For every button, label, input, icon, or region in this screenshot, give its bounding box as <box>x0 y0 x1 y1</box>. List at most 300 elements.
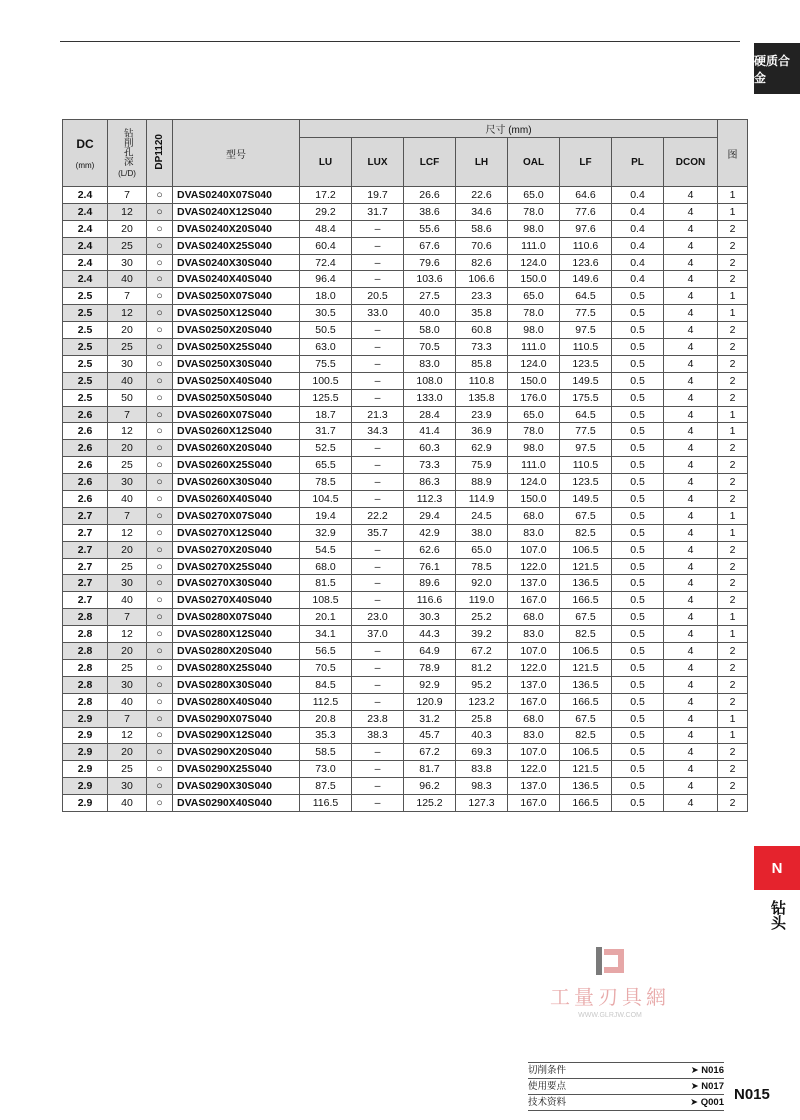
spec-table <box>62 119 748 812</box>
cell-figure: 2 <box>718 457 748 474</box>
table-row <box>63 187 748 204</box>
cell-lux: – <box>352 254 404 271</box>
reference-box <box>528 1062 724 1111</box>
cell-model: DVAS0280X20S040 <box>173 643 300 660</box>
category-tab[interactable]: 硬质合金 <box>754 43 800 94</box>
cell-lf: 77.5 <box>560 305 612 322</box>
cell-dc: 2.4 <box>63 187 108 204</box>
cell-lux: – <box>352 541 404 558</box>
cell-lf: 106.5 <box>560 541 612 558</box>
cell-dc: 2.8 <box>63 659 108 676</box>
cell-dcon: 4 <box>664 710 718 727</box>
table-row <box>63 558 748 575</box>
cell-lh: 35.8 <box>456 305 508 322</box>
cell-lcf: 78.9 <box>404 659 456 676</box>
cell-depth: 25 <box>108 659 147 676</box>
cell-lh: 67.2 <box>456 643 508 660</box>
cell-lf: 64.5 <box>560 288 612 305</box>
reference-row[interactable]: 使用要点 ➤ N017 <box>528 1079 724 1095</box>
cell-lcf: 40.0 <box>404 305 456 322</box>
cell-lux: – <box>352 389 404 406</box>
cell-dc: 2.6 <box>63 491 108 508</box>
cell-figure: 2 <box>718 474 748 491</box>
cell-dcon: 4 <box>664 659 718 676</box>
table-row <box>63 305 748 322</box>
cell-model: DVAS0280X25S040 <box>173 659 300 676</box>
cell-lf: 136.5 <box>560 778 612 795</box>
cell-figure: 2 <box>718 322 748 339</box>
cell-depth: 30 <box>108 254 147 271</box>
cell-dc: 2.8 <box>63 626 108 643</box>
cell-lh: 25.2 <box>456 609 508 626</box>
cell-model: DVAS0260X12S040 <box>173 423 300 440</box>
cell-pl: 0.5 <box>612 372 664 389</box>
table-row <box>63 693 748 710</box>
cell-dc: 2.5 <box>63 288 108 305</box>
cell-pl: 0.5 <box>612 778 664 795</box>
cell-dcon: 4 <box>664 457 718 474</box>
cell-lf: 106.5 <box>560 744 612 761</box>
cell-figure: 2 <box>718 795 748 812</box>
header-grade: DP1120 <box>147 120 173 187</box>
cell-lf: 97.6 <box>560 220 612 237</box>
cell-figure: 2 <box>718 659 748 676</box>
cell-figure: 2 <box>718 575 748 592</box>
cell-lu: 29.2 <box>300 203 352 220</box>
cell-lh: 135.8 <box>456 389 508 406</box>
cell-lu: 72.4 <box>300 254 352 271</box>
cell-figure: 2 <box>718 592 748 609</box>
cell-model: DVAS0240X20S040 <box>173 220 300 237</box>
cell-pl: 0.5 <box>612 389 664 406</box>
cell-dcon: 4 <box>664 339 718 356</box>
cell-dc: 2.9 <box>63 710 108 727</box>
cell-lcf: 96.2 <box>404 778 456 795</box>
cell-dc: 2.8 <box>63 609 108 626</box>
cell-pl: 0.5 <box>612 643 664 660</box>
table-row <box>63 237 748 254</box>
cell-lux: 23.0 <box>352 609 404 626</box>
cell-oal: 111.0 <box>508 457 560 474</box>
cell-dc: 2.9 <box>63 744 108 761</box>
cell-lux: 33.0 <box>352 305 404 322</box>
cell-figure: 1 <box>718 626 748 643</box>
cell-model: DVAS0260X40S040 <box>173 491 300 508</box>
cell-stock-mark: ○ <box>147 491 173 508</box>
cell-model: DVAS0250X12S040 <box>173 305 300 322</box>
cell-model: DVAS0290X12S040 <box>173 727 300 744</box>
cell-lf: 67.5 <box>560 609 612 626</box>
cell-depth: 40 <box>108 372 147 389</box>
cell-lcf: 108.0 <box>404 372 456 389</box>
cell-dcon: 4 <box>664 355 718 372</box>
cell-lux: 37.0 <box>352 626 404 643</box>
cell-model: DVAS0240X30S040 <box>173 254 300 271</box>
cell-lu: 96.4 <box>300 271 352 288</box>
cell-model: DVAS0280X30S040 <box>173 676 300 693</box>
cell-figure: 1 <box>718 187 748 204</box>
header-dimensions: 尺寸 (mm) <box>300 120 718 138</box>
cell-stock-mark: ○ <box>147 372 173 389</box>
header-dcon: DCON <box>664 138 718 187</box>
cell-lf: 77.5 <box>560 423 612 440</box>
cell-model: DVAS0250X30S040 <box>173 355 300 372</box>
cell-lu: 68.0 <box>300 558 352 575</box>
cell-stock-mark: ○ <box>147 744 173 761</box>
cell-lh: 92.0 <box>456 575 508 592</box>
cell-stock-mark: ○ <box>147 710 173 727</box>
cell-lux: – <box>352 457 404 474</box>
cell-lu: 70.5 <box>300 659 352 676</box>
cell-lu: 65.5 <box>300 457 352 474</box>
cell-oal: 83.0 <box>508 524 560 541</box>
cell-pl: 0.5 <box>612 541 664 558</box>
cell-lcf: 76.1 <box>404 558 456 575</box>
cell-depth: 7 <box>108 288 147 305</box>
cell-pl: 0.5 <box>612 693 664 710</box>
cell-model: DVAS0290X07S040 <box>173 710 300 727</box>
cell-oal: 150.0 <box>508 372 560 389</box>
cell-pl: 0.5 <box>612 626 664 643</box>
cell-pl: 0.5 <box>612 727 664 744</box>
cell-lcf: 38.6 <box>404 203 456 220</box>
cell-lh: 85.8 <box>456 355 508 372</box>
cell-lcf: 103.6 <box>404 271 456 288</box>
cell-oal: 124.0 <box>508 254 560 271</box>
cell-figure: 1 <box>718 507 748 524</box>
header-lh: LH <box>456 138 508 187</box>
cell-pl: 0.4 <box>612 187 664 204</box>
cell-model: DVAS0280X12S040 <box>173 626 300 643</box>
cell-dc: 2.8 <box>63 693 108 710</box>
cell-dcon: 4 <box>664 474 718 491</box>
cell-figure: 1 <box>718 423 748 440</box>
cell-lcf: 83.0 <box>404 355 456 372</box>
table-row <box>63 744 748 761</box>
cell-lh: 88.9 <box>456 474 508 491</box>
reference-row[interactable]: 技术资料 ➤ Q001 <box>528 1095 724 1111</box>
cell-lh: 73.3 <box>456 339 508 356</box>
cell-dcon: 4 <box>664 372 718 389</box>
cell-lux: 34.3 <box>352 423 404 440</box>
header-dc: DC (mm) <box>63 120 108 187</box>
cell-pl: 0.5 <box>612 710 664 727</box>
cell-dc: 2.6 <box>63 423 108 440</box>
cell-stock-mark: ○ <box>147 457 173 474</box>
cell-lux: – <box>352 693 404 710</box>
cell-model: DVAS0290X30S040 <box>173 778 300 795</box>
cell-stock-mark: ○ <box>147 187 173 204</box>
cell-lcf: 70.5 <box>404 339 456 356</box>
cell-lh: 123.2 <box>456 693 508 710</box>
cell-lu: 54.5 <box>300 541 352 558</box>
table-row <box>63 795 748 812</box>
table-row <box>63 643 748 660</box>
cell-stock-mark: ○ <box>147 659 173 676</box>
header-oal: OAL <box>508 138 560 187</box>
cell-lf: 166.5 <box>560 693 612 710</box>
table-row <box>63 389 748 406</box>
header-pl: PL <box>612 138 664 187</box>
cell-dcon: 4 <box>664 288 718 305</box>
cell-dc: 2.6 <box>63 406 108 423</box>
header-lux: LUX <box>352 138 404 187</box>
cell-lh: 114.9 <box>456 491 508 508</box>
cell-oal: 68.0 <box>508 710 560 727</box>
cell-lh: 58.6 <box>456 220 508 237</box>
cell-oal: 68.0 <box>508 609 560 626</box>
cell-depth: 12 <box>108 423 147 440</box>
cell-pl: 0.5 <box>612 676 664 693</box>
cell-oal: 167.0 <box>508 693 560 710</box>
table-row <box>63 423 748 440</box>
top-rule <box>60 41 740 42</box>
cell-stock-mark: ○ <box>147 305 173 322</box>
cell-lh: 110.8 <box>456 372 508 389</box>
cell-depth: 7 <box>108 187 147 204</box>
cell-stock-mark: ○ <box>147 203 173 220</box>
cell-dcon: 4 <box>664 322 718 339</box>
cell-lf: 149.5 <box>560 491 612 508</box>
cell-figure: 2 <box>718 271 748 288</box>
cell-oal: 83.0 <box>508 727 560 744</box>
cell-lf: 82.5 <box>560 626 612 643</box>
cell-depth: 20 <box>108 440 147 457</box>
cell-depth: 20 <box>108 322 147 339</box>
cell-lu: 75.5 <box>300 355 352 372</box>
cell-lh: 127.3 <box>456 795 508 812</box>
cell-dc: 2.5 <box>63 339 108 356</box>
cell-dcon: 4 <box>664 423 718 440</box>
cell-stock-mark: ○ <box>147 474 173 491</box>
cell-oal: 83.0 <box>508 626 560 643</box>
cell-dcon: 4 <box>664 491 718 508</box>
cell-lh: 98.3 <box>456 778 508 795</box>
cell-model: DVAS0260X30S040 <box>173 474 300 491</box>
reference-row[interactable]: 切削条件 ➤ N016 <box>528 1062 724 1079</box>
cell-figure: 2 <box>718 643 748 660</box>
cell-figure: 2 <box>718 541 748 558</box>
cell-stock-mark: ○ <box>147 795 173 812</box>
cell-model: DVAS0290X25S040 <box>173 761 300 778</box>
cell-dc: 2.7 <box>63 575 108 592</box>
cell-dc: 2.4 <box>63 254 108 271</box>
cell-depth: 40 <box>108 693 147 710</box>
cell-depth: 40 <box>108 491 147 508</box>
cell-depth: 25 <box>108 339 147 356</box>
cell-figure: 2 <box>718 355 748 372</box>
cell-pl: 0.5 <box>612 744 664 761</box>
cell-dc: 2.6 <box>63 474 108 491</box>
cell-model: DVAS0250X50S040 <box>173 389 300 406</box>
cell-dc: 2.7 <box>63 541 108 558</box>
cell-dc: 2.4 <box>63 220 108 237</box>
cell-dcon: 4 <box>664 592 718 609</box>
cell-lux: – <box>352 643 404 660</box>
cell-model: DVAS0270X12S040 <box>173 524 300 541</box>
cell-depth: 20 <box>108 541 147 558</box>
cell-depth: 7 <box>108 507 147 524</box>
table-row <box>63 659 748 676</box>
cell-lcf: 120.9 <box>404 693 456 710</box>
cell-figure: 1 <box>718 288 748 305</box>
cell-figure: 2 <box>718 744 748 761</box>
table-row <box>63 372 748 389</box>
cell-lh: 34.6 <box>456 203 508 220</box>
cell-figure: 1 <box>718 305 748 322</box>
cell-figure: 2 <box>718 491 748 508</box>
cell-model: DVAS0250X25S040 <box>173 339 300 356</box>
cell-dcon: 4 <box>664 693 718 710</box>
cell-lf: 67.5 <box>560 710 612 727</box>
cell-lux: – <box>352 778 404 795</box>
cell-pl: 0.5 <box>612 761 664 778</box>
cell-stock-mark: ○ <box>147 288 173 305</box>
cell-dc: 2.9 <box>63 727 108 744</box>
cell-lux: – <box>352 355 404 372</box>
cell-lf: 136.5 <box>560 676 612 693</box>
cell-figure: 2 <box>718 220 748 237</box>
cell-dc: 2.7 <box>63 558 108 575</box>
cell-oal: 122.0 <box>508 761 560 778</box>
cell-dcon: 4 <box>664 761 718 778</box>
cell-depth: 20 <box>108 744 147 761</box>
table-row <box>63 524 748 541</box>
cell-dcon: 4 <box>664 389 718 406</box>
cell-stock-mark: ○ <box>147 676 173 693</box>
cell-model: DVAS0260X25S040 <box>173 457 300 474</box>
cell-figure: 1 <box>718 710 748 727</box>
cell-stock-mark: ○ <box>147 575 173 592</box>
cell-lu: 20.8 <box>300 710 352 727</box>
cell-lcf: 27.5 <box>404 288 456 305</box>
cell-lh: 83.8 <box>456 761 508 778</box>
cell-lcf: 79.6 <box>404 254 456 271</box>
table-row <box>63 609 748 626</box>
cell-dc: 2.4 <box>63 271 108 288</box>
cell-model: DVAS0290X20S040 <box>173 744 300 761</box>
cell-lu: 20.1 <box>300 609 352 626</box>
cell-pl: 0.5 <box>612 524 664 541</box>
cell-depth: 30 <box>108 676 147 693</box>
header-lcf: LCF <box>404 138 456 187</box>
cell-lf: 121.5 <box>560 761 612 778</box>
cell-depth: 12 <box>108 524 147 541</box>
cell-lcf: 116.6 <box>404 592 456 609</box>
cell-lcf: 125.2 <box>404 795 456 812</box>
cell-lh: 22.6 <box>456 187 508 204</box>
cell-lux: 31.7 <box>352 203 404 220</box>
cell-lh: 36.9 <box>456 423 508 440</box>
cell-figure: 1 <box>718 727 748 744</box>
cell-oal: 150.0 <box>508 491 560 508</box>
cell-lu: 19.4 <box>300 507 352 524</box>
page-number: N015 <box>734 1086 770 1103</box>
cell-lf: 149.6 <box>560 271 612 288</box>
cell-lh: 75.9 <box>456 457 508 474</box>
header-lf: LF <box>560 138 612 187</box>
cell-lh: 62.9 <box>456 440 508 457</box>
cell-depth: 12 <box>108 727 147 744</box>
cell-lh: 39.2 <box>456 626 508 643</box>
cell-lf: 166.5 <box>560 592 612 609</box>
cell-lux: – <box>352 575 404 592</box>
cell-lcf: 60.3 <box>404 440 456 457</box>
table-row <box>63 203 748 220</box>
cell-lux: 22.2 <box>352 507 404 524</box>
cell-lcf: 55.6 <box>404 220 456 237</box>
cell-dcon: 4 <box>664 575 718 592</box>
cell-lu: 78.5 <box>300 474 352 491</box>
cell-model: DVAS0270X40S040 <box>173 592 300 609</box>
cell-depth: 50 <box>108 389 147 406</box>
cell-lu: 63.0 <box>300 339 352 356</box>
cell-stock-mark: ○ <box>147 237 173 254</box>
cell-lux: – <box>352 491 404 508</box>
cell-lcf: 81.7 <box>404 761 456 778</box>
cell-oal: 65.0 <box>508 288 560 305</box>
cell-pl: 0.5 <box>612 659 664 676</box>
cell-oal: 98.0 <box>508 440 560 457</box>
cell-lu: 35.3 <box>300 727 352 744</box>
cell-oal: 107.0 <box>508 541 560 558</box>
cell-lux: – <box>352 744 404 761</box>
cell-pl: 0.5 <box>612 423 664 440</box>
cell-lf: 149.5 <box>560 372 612 389</box>
cell-lh: 81.2 <box>456 659 508 676</box>
cell-lf: 64.6 <box>560 187 612 204</box>
cell-oal: 137.0 <box>508 778 560 795</box>
cell-depth: 25 <box>108 558 147 575</box>
cell-pl: 0.5 <box>612 440 664 457</box>
cell-lf: 123.5 <box>560 474 612 491</box>
cell-lu: 58.5 <box>300 744 352 761</box>
table-row <box>63 507 748 524</box>
cell-lux: 23.8 <box>352 710 404 727</box>
cell-lh: 69.3 <box>456 744 508 761</box>
cell-dcon: 4 <box>664 220 718 237</box>
watermark-url: WWW.GLRJW.COM <box>578 1012 642 1019</box>
cell-oal: 107.0 <box>508 643 560 660</box>
cell-dc: 2.4 <box>63 203 108 220</box>
cell-stock-mark: ○ <box>147 778 173 795</box>
cell-model: DVAS0270X07S040 <box>173 507 300 524</box>
cell-lu: 52.5 <box>300 440 352 457</box>
cell-figure: 2 <box>718 440 748 457</box>
cell-dcon: 4 <box>664 524 718 541</box>
cell-model: DVAS0240X25S040 <box>173 237 300 254</box>
cell-figure: 2 <box>718 254 748 271</box>
cell-lu: 87.5 <box>300 778 352 795</box>
cell-lf: 123.5 <box>560 355 612 372</box>
cell-pl: 0.5 <box>612 474 664 491</box>
cell-depth: 30 <box>108 474 147 491</box>
table-row <box>63 440 748 457</box>
cell-oal: 98.0 <box>508 322 560 339</box>
cell-dcon: 4 <box>664 795 718 812</box>
cell-pl: 0.5 <box>612 288 664 305</box>
cell-dc: 2.8 <box>63 643 108 660</box>
cell-oal: 65.0 <box>508 187 560 204</box>
cell-depth: 25 <box>108 457 147 474</box>
cell-lcf: 86.3 <box>404 474 456 491</box>
cell-oal: 137.0 <box>508 575 560 592</box>
section-letter-tab[interactable]: N <box>754 846 800 890</box>
cell-lcf: 89.6 <box>404 575 456 592</box>
cell-lu: 104.5 <box>300 491 352 508</box>
cell-lu: 17.2 <box>300 187 352 204</box>
cell-lf: 175.5 <box>560 389 612 406</box>
